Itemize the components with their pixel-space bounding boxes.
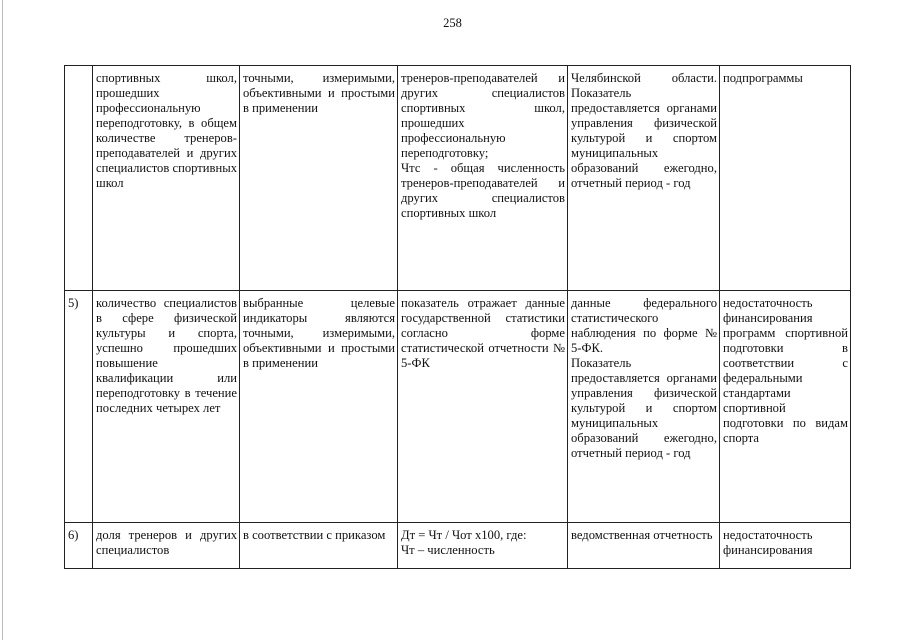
data-source: данные федерального статистического наблюдения по форме № 5-ФК. Показатель предоставляется органами управления физической культурой и спортом муниципальных образований ежегодно, отчетный период - год xyxy=(568,291,720,523)
calculation-method: показатель отражает данные государственной статистики согласно форме статистической отчетности № 5-ФК xyxy=(398,291,568,523)
indicator-name: доля тренеров и других специалистов xyxy=(93,523,240,569)
indicator-name: спортивных школ, прошедших профессиональную переподготовку, в общем количестве тренеров-преподавателей и других специалистов спортивных школ xyxy=(93,66,240,291)
table-row xyxy=(65,66,851,291)
table-row xyxy=(65,523,851,569)
row-number: 5) xyxy=(65,291,93,523)
page-edge-line xyxy=(2,0,3,640)
row-number: 6) xyxy=(65,523,93,569)
page-number: 258 xyxy=(443,16,462,30)
calculation-method: Дт = Чт / Чот х100, где: Чт – численность xyxy=(398,523,568,569)
calculation-method: тренеров-преподавателей и других специалистов спортивных школ, прошедших профессиональную переподготовку; Чтс - общая численность тренеров-преподавателей и других специалистов спортивных школ xyxy=(398,66,568,291)
risk-factor: недостаточность финансирования xyxy=(720,523,851,569)
data-source: ведомственная отчетность xyxy=(568,523,720,569)
data-source: Челябинской области. Показатель предоставляется органами управления физической культурой и спортом муниципальных образований ежегодно, отчетный период - год xyxy=(568,66,720,291)
risk-factor: недостаточность финансирования программ спортивной подготовки в соответствии с федеральными стандартами спортивной подготовки по видам спорта xyxy=(720,291,851,523)
table-row xyxy=(65,291,851,523)
indicator-name: количество специалистов в сфере физической культуры и спорта, успешно прошедших повышение квалификации или переподготовку в течение последних четырех лет xyxy=(93,291,240,523)
indicator-criteria: точными, измеримыми, объективными и простыми в применении xyxy=(240,66,398,291)
risk-factor: подпрограммы xyxy=(720,66,851,291)
indicators-table xyxy=(64,65,851,569)
indicator-criteria: выбранные целевые индикаторы являются точными, измеримыми, объективными и простыми в применении xyxy=(240,291,398,523)
indicator-criteria: в соответствии с приказом xyxy=(240,523,398,569)
row-number xyxy=(65,66,93,291)
